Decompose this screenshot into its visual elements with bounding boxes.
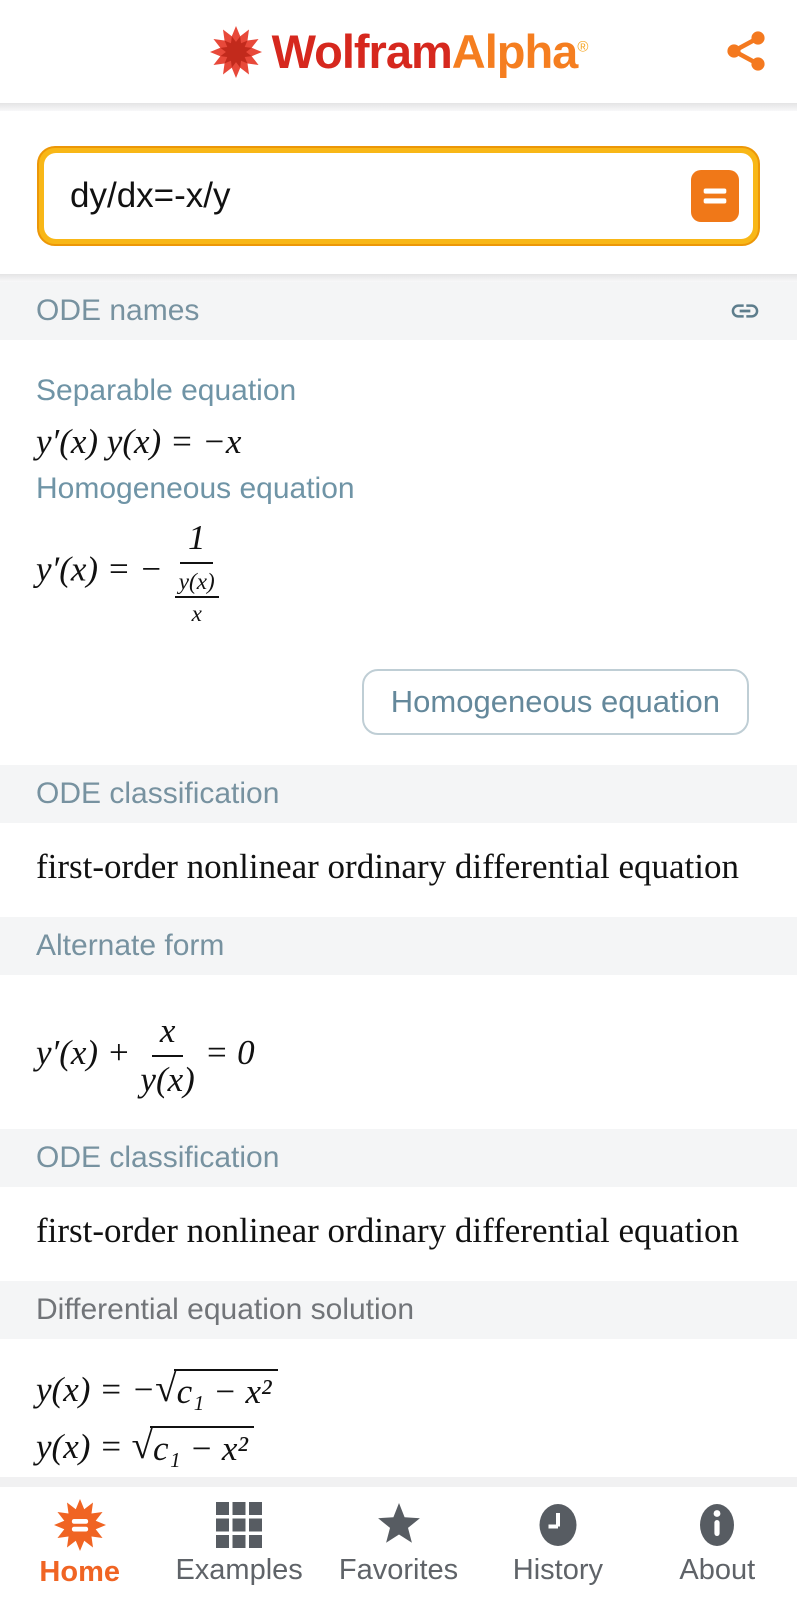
nested-fraction [175, 569, 219, 625]
separable-equation-math: y′(x) y(x) = −x [36, 422, 242, 461]
pod-title: ODE classification [36, 777, 280, 811]
logo-registered-mark: ® [577, 38, 588, 56]
nav-label-examples: Examples [175, 1553, 303, 1586]
nested-denominator: x [191, 599, 202, 626]
radical-sign: √ [155, 1366, 177, 1410]
square-root [155, 1366, 277, 1412]
pod-title: ODE names [36, 294, 200, 327]
math-prefix: y(x) = − [36, 1369, 156, 1409]
math-prefix: y′(x) + [36, 1033, 131, 1072]
nested-numerator: y(x) [175, 569, 219, 598]
pod-title: ODE classification [36, 1140, 280, 1174]
homogeneous-equation-math [36, 520, 761, 625]
search-section [0, 111, 797, 274]
logo-alpha-text: Alpha [451, 25, 578, 78]
homogeneous-equation-link[interactable]: Homogeneous equation [36, 472, 355, 505]
ode-classification-text-1: first-order nonlinear ordinary differential equation [36, 847, 739, 887]
about-info-icon [693, 1501, 741, 1549]
examples-grid-icon [215, 1501, 263, 1549]
compute-button[interactable] [691, 170, 739, 222]
pod-button-row [0, 655, 797, 765]
pod-body-alternate-form [0, 975, 797, 1129]
alternate-form-math [36, 1013, 761, 1099]
nav-item-examples[interactable] [159, 1487, 318, 1600]
radicand: c₁ − x² [150, 1426, 254, 1469]
nav-item-history[interactable] [478, 1487, 637, 1600]
query-input[interactable] [68, 175, 691, 217]
math-prefix: y(x) = [36, 1426, 132, 1466]
pod-header-ode-names [0, 282, 797, 340]
pod-link-button[interactable] [723, 295, 767, 327]
fraction-numerator: 1 [180, 520, 214, 564]
ode-classification-text-2: first-order nonlinear ordinary differential equation [36, 1210, 739, 1250]
pod-header-ode-classification-1 [0, 765, 797, 823]
nav-item-favorites[interactable] [319, 1487, 478, 1600]
nav-divider [0, 1477, 797, 1487]
search-box-inner [44, 153, 753, 239]
link-icon [723, 295, 767, 327]
header-divider [0, 103, 797, 111]
solution-line-1 [36, 1366, 761, 1412]
logo-wordmark [271, 25, 588, 78]
radicand: c₁ − x² [174, 1369, 278, 1412]
math-prefix: y′(x) = − [36, 549, 163, 589]
wolfram-alpha-logo [210, 26, 588, 78]
fraction [173, 520, 221, 625]
pod-header-ode-classification-2 [0, 1129, 797, 1187]
nav-item-about[interactable] [638, 1487, 797, 1600]
fraction [140, 1013, 194, 1099]
pod-header-solution [0, 1281, 797, 1339]
solution-line-2 [36, 1423, 761, 1469]
pod-body-ode-names [0, 340, 797, 655]
equals-icon [698, 179, 732, 213]
separable-equation-link[interactable]: Separable equation [36, 374, 297, 407]
nav-label-history: History [512, 1553, 604, 1586]
nav-label-home: Home [39, 1555, 120, 1588]
app-header [0, 0, 797, 103]
share-button[interactable] [721, 26, 771, 76]
nav-item-home[interactable] [0, 1487, 159, 1600]
history-clock-icon [534, 1501, 582, 1549]
share-icon [722, 27, 770, 75]
homogeneous-equation-button[interactable]: Homogeneous equation [362, 669, 749, 735]
fraction-denominator: y(x) [140, 1059, 195, 1099]
bottom-navigation [0, 1487, 797, 1600]
radical-sign: √ [131, 1423, 154, 1467]
nav-label-favorites: Favorites [338, 1553, 459, 1586]
spikey-logo-icon [210, 26, 262, 78]
fraction-numerator: x [152, 1013, 184, 1057]
fraction-denominator [173, 564, 221, 625]
pod-title: Alternate form [36, 929, 225, 963]
search-box [37, 146, 760, 246]
pod-title: Differential equation solution [36, 1292, 415, 1326]
square-root [131, 1423, 254, 1469]
math-suffix: = 0 [204, 1033, 255, 1072]
search-divider [0, 274, 797, 282]
home-spikey-icon [54, 1499, 106, 1551]
logo-wolfram-text: Wolfram [271, 25, 452, 78]
favorites-star-icon [374, 1501, 424, 1549]
nav-label-about: About [679, 1553, 756, 1586]
pod-header-alternate-form [0, 917, 797, 975]
